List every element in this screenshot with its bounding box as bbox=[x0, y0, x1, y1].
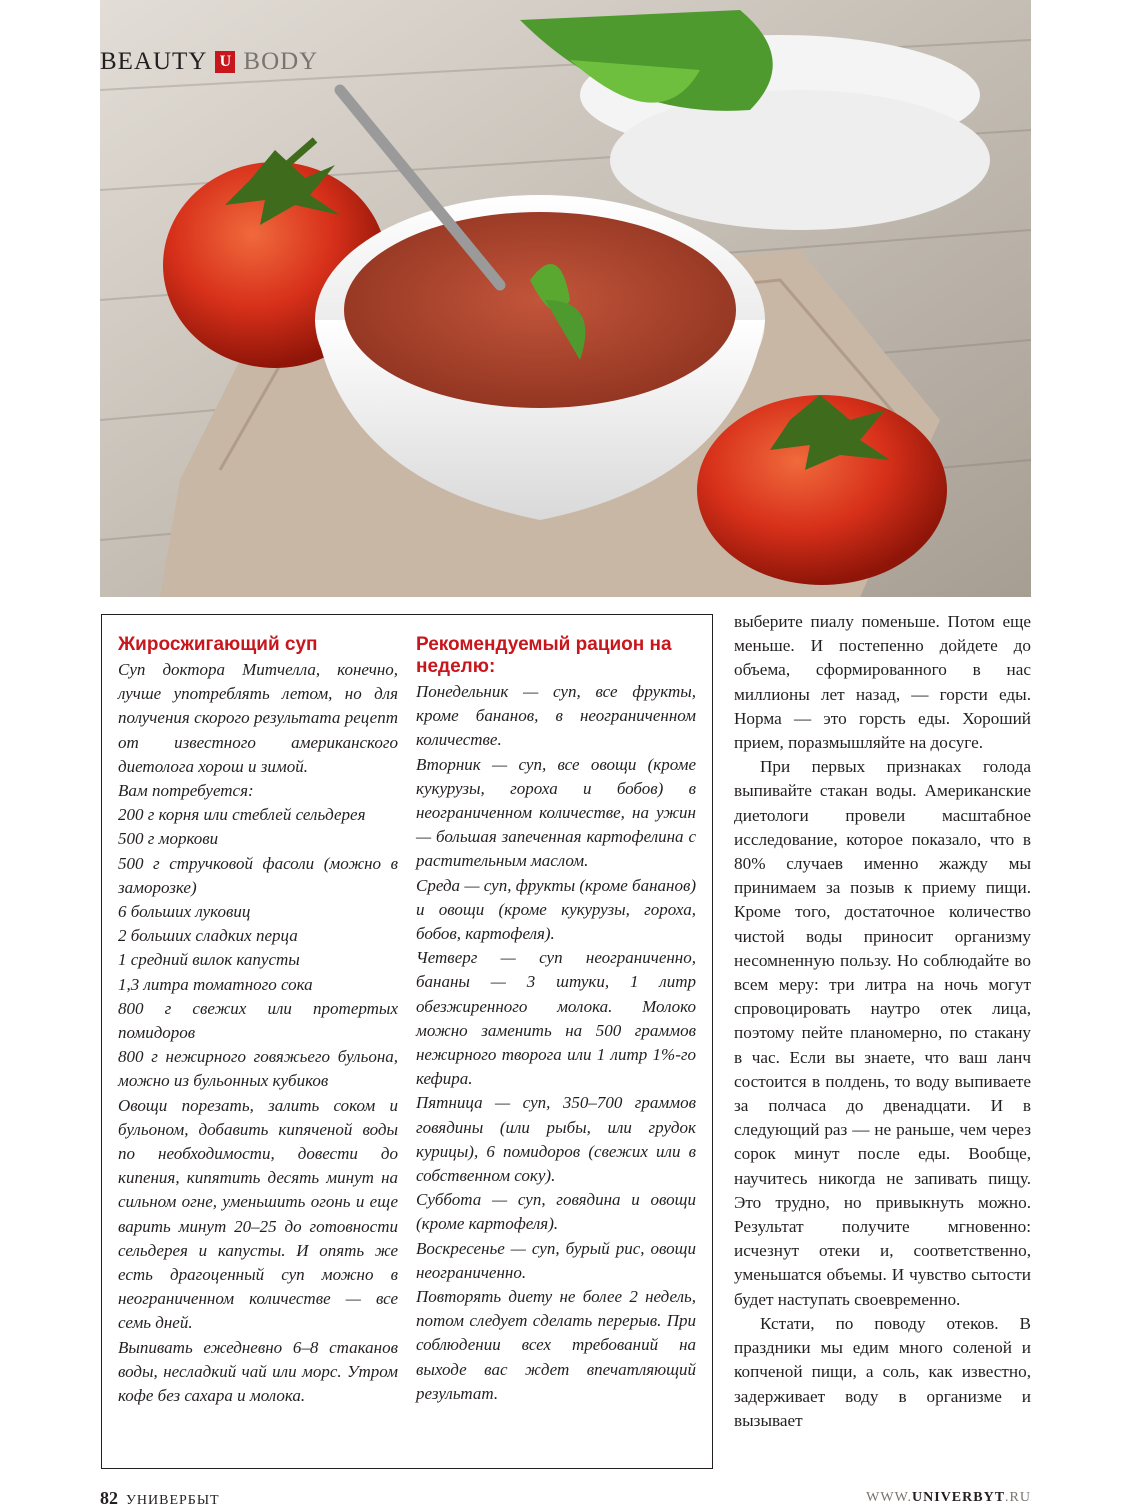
recipe-paragraph: Выпивать ежедневно 6–8 стаканов воды, несладкий чай или морс. Утром кофе без сахара и молока. bbox=[118, 1337, 398, 1406]
tomato-soup-illustration bbox=[100, 0, 1031, 597]
weekly-plan-title: Рекомендуемый рацион на неделю: bbox=[416, 634, 672, 677]
weekly-plan-item: Понедельник — суп, все фрукты, кроме бананов, в неограниченном количестве. bbox=[416, 682, 696, 750]
section-word-beauty: BEAUTY bbox=[100, 48, 208, 75]
hero-photo bbox=[100, 0, 1031, 597]
ingredient-line: 1,3 литра томатного сока bbox=[118, 974, 313, 994]
recipe-paragraph: Овощи порезать, залить соком и бульоном, добавить кипяченой воды по необходимости, довести до кипения, кипятить десять минут на сильном огне, уменьшить огонь и еще варить минут 20–25 до готовности сельдерея и капусты. И опять же есть драгоценный суп можно в неограниченном количестве — все семь дней. bbox=[118, 1095, 398, 1333]
recipe-title: Жиросжигающий суп bbox=[118, 634, 318, 655]
ingredient-line: 6 больших луковиц bbox=[118, 902, 251, 922]
weekly-plan-item: Воскресенье — суп, бурый рис, овощи неограниченно. bbox=[416, 1238, 696, 1282]
page-footer-left bbox=[100, 1488, 220, 1509]
page-number: 82 bbox=[100, 1488, 118, 1508]
article-column bbox=[734, 610, 1031, 1433]
article-paragraph: выберите пиалу поменьше. Потом еще меньше. И постепенно дойдете до объема, сформированного в нас миллионы лет назад, — горсти еды. Норма — это горсть еды. Хороший прием, поразмышляйте на досуге. bbox=[734, 612, 1031, 753]
website-suffix: .RU bbox=[1005, 1490, 1031, 1505]
weekly-plan-item: Суббота — суп, говядина и овощи (кроме картофеля). bbox=[416, 1190, 696, 1234]
section-header bbox=[100, 46, 318, 78]
website-name: UNIVERBYT bbox=[912, 1490, 1006, 1505]
ingredient-line: 800 г свежих или протертых помидоров bbox=[118, 998, 398, 1043]
ingredient-line: 500 г моркови bbox=[118, 829, 219, 849]
ingredient-line: 200 г корня или стеблей сельдерея bbox=[118, 805, 366, 825]
article-paragraph: Кстати, по поводу отеков. В праздники мы едим много соленой и копченой пищи, а соль, как известно, задерживает воду в организме и вызывает bbox=[734, 1313, 1031, 1430]
recipe-column bbox=[118, 634, 398, 1408]
article-paragraph: При первых признаках голода выпивайте стакан воды. Американские диетологи провели масштабное исследование, которое показало, что в 80% случаев именно жажду мы принимаем за позыв к приему пищи. Кроме того, достаточное количество чистой воды приносит организму несомненную пользу. Но соблюдайте во всем меру: три литра на ночь могут спровоцировать наутро отек лица, поэтому пейте планомерно, по стакану в час. Если вы знаете, что ваш ланч состоится в полдень, то воду выпиваете за полчаса до двенадцати. И в следующий раз — не раньше, чем через сорок минут после еды. Вообще, научитесь никогда не запивать пищу. Это трудно, но привыкнуть можно. Результат получите мгновенно: исчезнут отеки и, соответственно, уменьшатся объемы. И чувство сытости будет наступать своевременно. bbox=[734, 757, 1031, 1309]
ingredient-line: 500 г стручковой фасоли (можно в заморозке) bbox=[118, 853, 398, 897]
magazine-badge-icon: U bbox=[215, 51, 235, 73]
weekly-plan-item: Среда — суп, фрукты (кроме бананов) и овощи (кроме кукурузы, гороха, бобов, картофеля). bbox=[416, 875, 696, 944]
weekly-plan-item: Вторник — суп, все овощи (кроме кукурузы, гороха и бобов) в неограниченном количестве, на ужин — большая запеченная картофелина с растительным маслом. bbox=[416, 754, 696, 871]
weekly-plan-column bbox=[416, 634, 696, 1406]
weekly-plan-item: Повторять диету не более 2 недель, потом следует сделать перерыв. При соблюдении всех требований на выходе вас ждет впечатляющий результат. bbox=[416, 1287, 696, 1403]
section-word-body: BODY bbox=[243, 48, 319, 75]
website-prefix: WWW. bbox=[866, 1490, 913, 1505]
ingredient-line: 2 больших сладких перца bbox=[118, 926, 298, 946]
magazine-name: УНИВЕРБЫТ bbox=[126, 1493, 220, 1508]
ingredient-line: 800 г нежирного говяжьего бульона, можно из бульонных кубиков bbox=[118, 1047, 398, 1091]
weekly-plan-item: Пятница — суп, 350–700 граммов говядины (или рыбы, или грудок курицы), 6 помидоров (свежих или в собственном соку). bbox=[416, 1093, 696, 1186]
recipe-paragraph: Вам потребуется: bbox=[118, 781, 254, 801]
ingredient-line: 1 средний вилок капусты bbox=[118, 950, 300, 970]
recipe-paragraph: Суп доктора Митчелла, конечно, лучше употреблять летом, но для получения скорого результата рецепт от известного американского диетолога хорош и зимой. bbox=[118, 660, 398, 776]
weekly-plan-item: Четверг — суп неограниченно, бананы — 3 штуки, 1 литр обезжиренного молока. Молоко можно заменить на 500 граммов нежирного творога или 1 литр 1%-го кефира. bbox=[416, 948, 696, 1089]
website-link[interactable] bbox=[866, 1490, 1031, 1506]
